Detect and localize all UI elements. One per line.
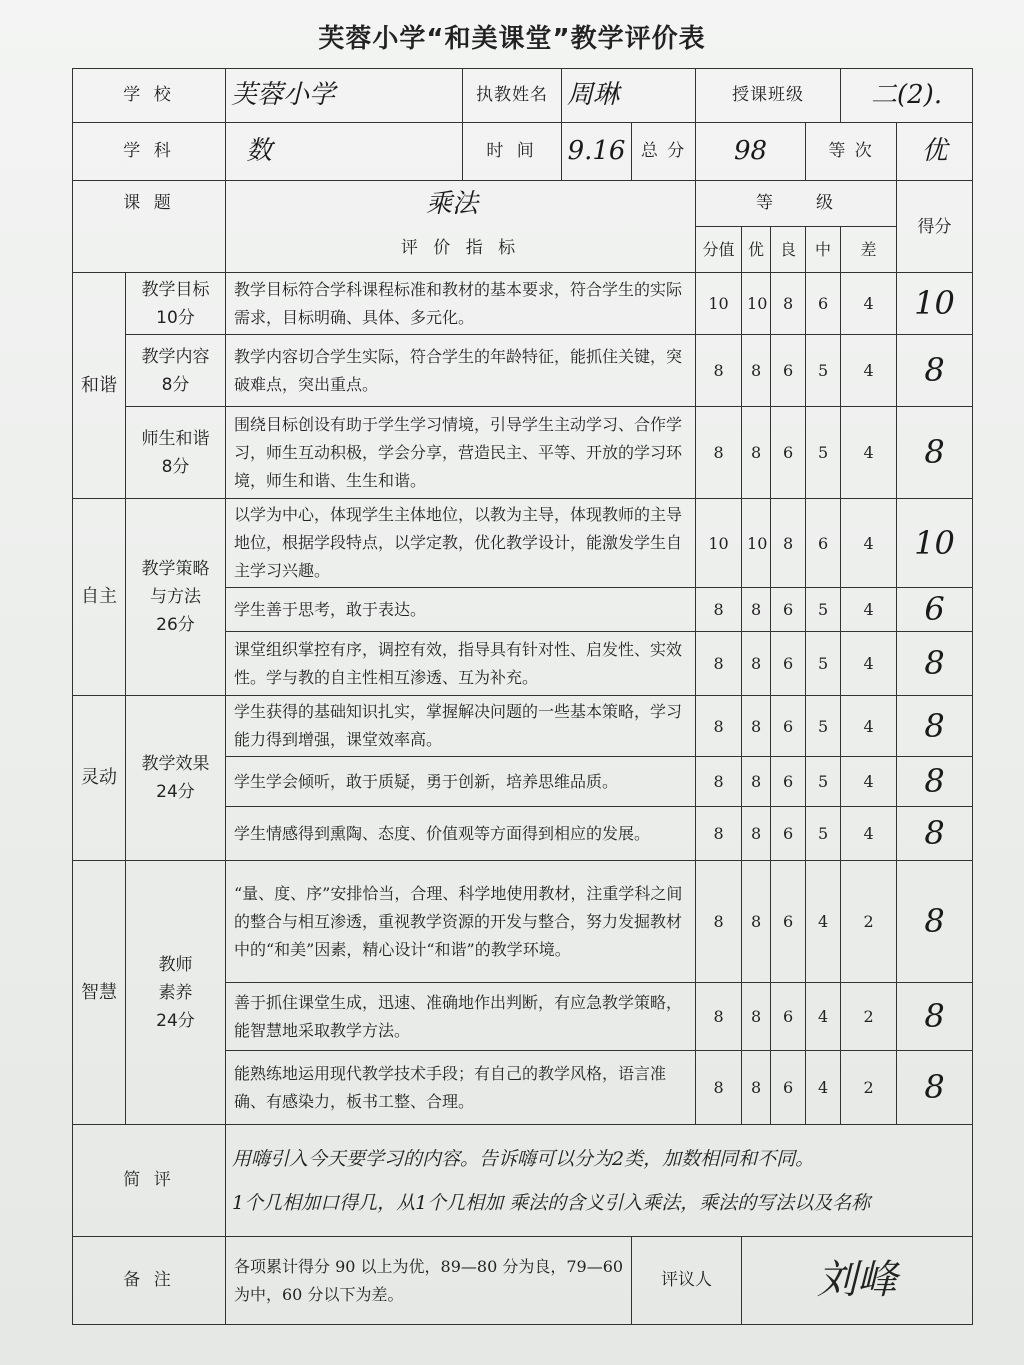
- topic-label: 课 题: [73, 181, 226, 227]
- subcategory: 教学效果 24分: [126, 696, 226, 861]
- value-points: 8: [696, 807, 742, 861]
- subcategory: 教学内容 8分: [126, 335, 226, 407]
- col-poor: 差: [841, 227, 897, 273]
- value-medium: 5: [806, 335, 841, 407]
- value-medium: 4: [806, 861, 841, 983]
- indicator-label: 评 价 指 标: [400, 238, 521, 258]
- indicator-text: 以学为中心，体现学生主体地位，以教为主导，体现教师的主导地位，根据学段特点，以学定教，优化教学设计，能激发学生自主学习兴趣。: [226, 499, 696, 588]
- score-label: 得分: [897, 181, 973, 273]
- value-excellent: 8: [742, 632, 771, 696]
- value-excellent: 8: [742, 983, 771, 1051]
- value-medium: 5: [806, 632, 841, 696]
- indicator-text: 教学目标符合学科课程标准和教材的基本要求，符合学生的实际需求，目标明确、具体、多元化。: [226, 273, 696, 335]
- value-excellent: 8: [742, 861, 771, 983]
- topic-indicator-cell: [226, 181, 696, 273]
- subcategory: 教学目标 10分: [126, 273, 226, 335]
- class-label: 授课班级: [696, 69, 841, 123]
- review-row: [73, 1125, 973, 1237]
- score-value: 10: [897, 273, 973, 335]
- table-row: [73, 335, 973, 407]
- reviewer-signature: 刘峰: [742, 1237, 973, 1325]
- value-points: 8: [696, 632, 742, 696]
- value-excellent: 8: [742, 335, 771, 407]
- value-poor: 2: [841, 983, 897, 1051]
- value-poor: 4: [841, 335, 897, 407]
- value-points: 8: [696, 757, 742, 807]
- value-good: 6: [771, 632, 806, 696]
- subcategory: 师生和谐 8分: [126, 407, 226, 499]
- indicator-text: “量、度、序”安排恰当，合理、科学地使用教材，注重学科之间的整合与相互渗透，重视教学资源的开发与整合，努力发掘教材中的“和美”因素，精心设计“和谐”的教学环境。: [226, 861, 696, 983]
- indicator-text: 课堂组织掌控有序，调控有效，指导具有针对性、启发性、实效性。学与教的自主性相互渗透、互为补充。: [226, 632, 696, 696]
- value-points: 8: [696, 983, 742, 1051]
- level-label: 等 级: [696, 181, 897, 227]
- value-poor: 4: [841, 807, 897, 861]
- value-excellent: 8: [742, 407, 771, 499]
- value-points: 10: [696, 499, 742, 588]
- score-value: 8: [897, 807, 973, 861]
- evaluation-table: [72, 68, 973, 1325]
- note-label: 备 注: [73, 1237, 226, 1325]
- value-good: 6: [771, 807, 806, 861]
- subcategory: 教学策略与方法 26分: [126, 499, 226, 696]
- category-name: 自主: [73, 499, 126, 696]
- class-value: 二(2).: [841, 69, 973, 123]
- value-good: 8: [771, 273, 806, 335]
- blank-cell: [73, 227, 226, 273]
- value-poor: 2: [841, 1051, 897, 1125]
- value-good: 6: [771, 861, 806, 983]
- value-medium: 6: [806, 273, 841, 335]
- value-medium: 5: [806, 696, 841, 757]
- table-row: [73, 499, 973, 588]
- value-poor: 4: [841, 499, 897, 588]
- score-value: 8: [897, 407, 973, 499]
- col-medium: 中: [806, 227, 841, 273]
- header-row-2: [73, 123, 973, 181]
- table-row: [73, 696, 973, 757]
- subject-value: 数: [226, 123, 463, 181]
- value-good: 6: [771, 696, 806, 757]
- value-poor: 4: [841, 757, 897, 807]
- value-points: 8: [696, 335, 742, 407]
- value-points: 8: [696, 588, 742, 632]
- category-name: 和谐: [73, 273, 126, 499]
- value-medium: 6: [806, 499, 841, 588]
- note-text: 各项累计得分 90 以上为优，89—80 分为良，79—60 为中，60 分以下为差。: [226, 1237, 632, 1325]
- value-good: 6: [771, 335, 806, 407]
- teacher-label: 执教姓名: [463, 69, 562, 123]
- value-points: 8: [696, 407, 742, 499]
- school-value: 芙蓉小学: [226, 69, 463, 123]
- value-medium: 4: [806, 983, 841, 1051]
- review-label: 简 评: [73, 1125, 226, 1237]
- value-excellent: 10: [742, 499, 771, 588]
- score-value: 10: [897, 499, 973, 588]
- subject-label: 学 科: [73, 123, 226, 181]
- value-medium: 5: [806, 757, 841, 807]
- value-good: 6: [771, 588, 806, 632]
- value-poor: 4: [841, 696, 897, 757]
- value-medium: 5: [806, 588, 841, 632]
- reviewer-label: 评议人: [632, 1237, 742, 1325]
- value-excellent: 8: [742, 1051, 771, 1125]
- value-excellent: 8: [742, 807, 771, 861]
- header-row-1: [73, 69, 973, 123]
- value-points: 10: [696, 273, 742, 335]
- col-points: 分值: [696, 227, 742, 273]
- review-text: [226, 1125, 973, 1237]
- indicator-text: 学生善于思考，敢于表达。: [226, 588, 696, 632]
- value-medium: 4: [806, 1051, 841, 1125]
- value-good: 6: [771, 407, 806, 499]
- topic-row: [73, 181, 973, 227]
- value-medium: 5: [806, 407, 841, 499]
- value-points: 8: [696, 696, 742, 757]
- grade-label: 等 次: [806, 123, 897, 181]
- value-good: 6: [771, 983, 806, 1051]
- value-poor: 4: [841, 588, 897, 632]
- score-value: 8: [897, 632, 973, 696]
- indicator-text: 围绕目标创设有助于学生学习情境，引导学生主动学习、合作学习，师生互动积极，学会分享，营造民主、平等、开放的学习环境，师生和谐、生生和谐。: [226, 407, 696, 499]
- score-value: 8: [897, 696, 973, 757]
- col-excellent: 优: [742, 227, 771, 273]
- value-good: 6: [771, 757, 806, 807]
- value-points: 8: [696, 861, 742, 983]
- school-label: 学 校: [73, 69, 226, 123]
- time-label: 时 间: [463, 123, 562, 181]
- value-poor: 4: [841, 273, 897, 335]
- time-value: 9.16: [562, 123, 632, 181]
- total-value: 98: [696, 123, 806, 181]
- value-excellent: 8: [742, 696, 771, 757]
- value-medium: 5: [806, 807, 841, 861]
- value-poor: 4: [841, 632, 897, 696]
- subcategory: 教师素养 24分: [126, 861, 226, 1125]
- score-value: 8: [897, 1051, 973, 1125]
- table-row: [73, 407, 973, 499]
- score-value: 8: [897, 983, 973, 1051]
- category-name: 灵动: [73, 696, 126, 861]
- review-line-2: 1个几相加口得几，从1个几相加 乘法的含义引入乘法，乘法的写法以及名称: [232, 1191, 871, 1214]
- score-value: 8: [897, 757, 973, 807]
- value-excellent: 10: [742, 273, 771, 335]
- page-title: 芙蓉小学“和美课堂”教学评价表: [318, 24, 706, 54]
- total-label: 总 分: [632, 123, 696, 181]
- grade-value: 优: [897, 123, 973, 181]
- value-excellent: 8: [742, 588, 771, 632]
- category-name: 智慧: [73, 861, 126, 1125]
- indicator-text: 学生情感得到熏陶、态度、价值观等方面得到相应的发展。: [226, 807, 696, 861]
- table-row: [73, 273, 973, 335]
- score-value: 8: [897, 861, 973, 983]
- indicator-text: 教学内容切合学生实际，符合学生的年龄特征，能抓住关键，突破难点，突出重点。: [226, 335, 696, 407]
- indicator-text: 能熟练地运用现代教学技术手段；有自己的教学风格，语言准确、有感染力，板书工整、合理。: [226, 1051, 696, 1125]
- teacher-value: 周琳: [562, 69, 696, 123]
- value-points: 8: [696, 1051, 742, 1125]
- value-excellent: 8: [742, 757, 771, 807]
- indicator-text: 学生获得的基础知识扎实，掌握解决问题的一些基本策略，学习能力得到增强，课堂效率高。: [226, 696, 696, 757]
- table-row: [73, 861, 973, 983]
- value-good: 6: [771, 1051, 806, 1125]
- note-row: [73, 1237, 973, 1325]
- value-poor: 4: [841, 407, 897, 499]
- score-value: 8: [897, 335, 973, 407]
- score-value: 6: [897, 588, 973, 632]
- value-good: 8: [771, 499, 806, 588]
- col-good: 良: [771, 227, 806, 273]
- indicator-text: 善于抓住课堂生成，迅速、准确地作出判断，有应急教学策略，能智慧地采取教学方法。: [226, 983, 696, 1051]
- review-line-1: 用嗨引入今天要学习的内容。告诉嗨可以分为2类，加数相同和不同。: [232, 1147, 815, 1170]
- indicator-text: 学生学会倾听，敢于质疑，勇于创新，培养思维品质。: [226, 757, 696, 807]
- topic-value: 乘法: [426, 189, 479, 219]
- value-poor: 2: [841, 861, 897, 983]
